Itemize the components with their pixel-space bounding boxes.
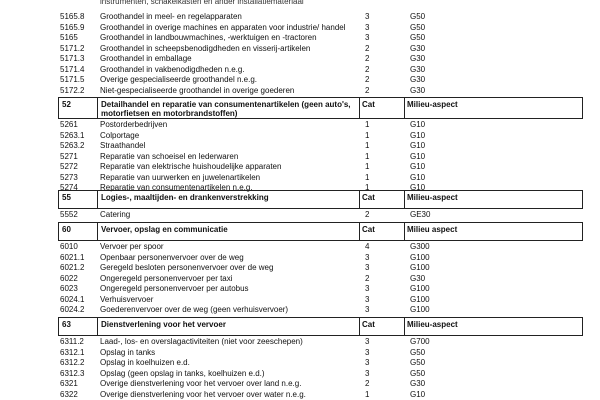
- category-column-header: Cat: [362, 225, 375, 234]
- row-milieu-aspect: G100: [410, 252, 430, 262]
- row-milieu-aspect: G10: [410, 389, 426, 399]
- header-divider: [359, 98, 360, 118]
- row-milieu-aspect: G100: [410, 263, 430, 272]
- category-column-header: Cat: [362, 100, 375, 109]
- row-milieu-aspect: G50: [410, 22, 426, 32]
- row-description: Laad-, los- en overslagactiviteiten (niet voor zeeschepen): [100, 337, 303, 346]
- row-category: 2: [365, 210, 370, 219]
- row-description: Groothandel in scheepsbenodigdheden en visserij-artikelen: [100, 43, 311, 53]
- row-milieu-aspect: G300: [410, 242, 430, 251]
- table-row: [60, 141, 580, 151]
- table-row: [60, 12, 580, 22]
- header-divider: [359, 191, 360, 208]
- row-code: 5263.2: [60, 141, 85, 150]
- table-row: [60, 120, 580, 130]
- row-code: 5171.3: [60, 54, 85, 63]
- header-divider: [97, 223, 98, 240]
- milieu-aspect-column-header: Milieu-aspect: [407, 320, 458, 329]
- section-code: 60: [62, 225, 71, 234]
- row-code: 5171.5: [60, 75, 85, 84]
- row-category: 3: [365, 22, 370, 32]
- row-description: Reparatie van consumentenartikelen n.e.g.: [100, 183, 253, 192]
- row-code: 5165.8: [60, 12, 85, 21]
- row-milieu-aspect: G30: [410, 43, 426, 53]
- row-description: Opslag in tanks: [100, 347, 156, 357]
- row-category: 2: [365, 54, 370, 63]
- row-category: 1: [365, 130, 370, 140]
- row-milieu-aspect: G30: [410, 54, 426, 63]
- header-divider: [404, 98, 405, 118]
- row-category: 2: [365, 379, 370, 388]
- row-code: 5171.2: [60, 43, 85, 53]
- row-code: 5271: [60, 151, 78, 161]
- header-divider: [97, 98, 98, 118]
- row-milieu-aspect: G50: [410, 358, 426, 367]
- row-category: 3: [365, 368, 370, 378]
- table-row: [60, 33, 580, 43]
- row-milieu-aspect: G50: [410, 368, 426, 378]
- row-code: 5165: [60, 33, 78, 42]
- row-description: Goederenvervoer over de weg (geen verhuisvervoer): [100, 305, 289, 314]
- table-row: [60, 152, 580, 162]
- row-category: 2: [365, 75, 370, 84]
- row-description: Colportage: [100, 130, 140, 140]
- section-header: [58, 190, 583, 209]
- row-category: 3: [365, 12, 370, 21]
- row-milieu-aspect: G10: [410, 141, 426, 150]
- row-description: Overige gespecialiseerde groothandel n.e.g.: [100, 75, 257, 84]
- row-category: 3: [365, 294, 370, 304]
- row-category: 4: [365, 242, 370, 251]
- section-title: Detailhandel en reparatie van consumentenartikelen (geen auto's, motorfietsen en motorbrandstoffen): [101, 100, 351, 118]
- row-category: 3: [365, 263, 370, 272]
- row-milieu-aspect: G10: [410, 120, 426, 129]
- row-description: Groothandel in landbouwmachines, -werktuigen en -tractoren: [100, 33, 317, 42]
- row-category: 1: [365, 141, 370, 150]
- row-code: 6321: [60, 379, 78, 388]
- row-code: 5171.4: [60, 64, 85, 74]
- table-row: [60, 348, 580, 358]
- row-code: 6010: [60, 242, 78, 251]
- row-milieu-aspect: G700: [410, 337, 430, 346]
- row-description: Groothandel in meel- en regelapparaten: [100, 12, 242, 21]
- table-row: [60, 369, 580, 379]
- table-row: [60, 131, 580, 141]
- row-category: 1: [365, 162, 370, 171]
- row-description: Reparatie van schoeisel en lederwaren: [100, 151, 239, 161]
- row-description: Geregeld besloten personenvervoer over de weg: [100, 263, 274, 272]
- row-category: 1: [365, 120, 370, 129]
- table-row: [60, 162, 580, 172]
- row-description: Overige dienstverlening voor het vervoer over water n.e.g.: [100, 389, 306, 399]
- table-row: [60, 65, 580, 75]
- row-category: 3: [365, 337, 370, 346]
- row-description: Overige dienstverlening voor het vervoer over land n.e.g.: [100, 379, 302, 388]
- row-code: 6022: [60, 273, 78, 283]
- row-description: Reparatie van elektrische huishoudelijke apparaten: [100, 162, 282, 171]
- row-code: 5165.9: [60, 22, 85, 32]
- row-category: 3: [365, 284, 370, 293]
- row-code: 6312.2: [60, 358, 85, 367]
- table-row: [60, 242, 580, 252]
- row-milieu-aspect: G50: [410, 12, 426, 21]
- row-category: 1: [365, 172, 370, 182]
- row-category: 3: [365, 252, 370, 262]
- header-divider: [404, 223, 405, 240]
- row-milieu-aspect: G50: [410, 347, 426, 357]
- table-row: [60, 263, 580, 273]
- row-code: 6021.2: [60, 263, 85, 272]
- milieu-aspect-column-header: Milieu aspect: [407, 225, 458, 234]
- row-category: 1: [365, 389, 370, 399]
- row-description: Opslag (geen opslag in tanks, koelhuizen e.d.): [100, 368, 265, 378]
- table-row: [60, 210, 580, 220]
- row-code: 6312.3: [60, 368, 85, 378]
- row-milieu-aspect: GE30: [410, 210, 431, 219]
- row-milieu-aspect: G30: [410, 75, 426, 84]
- row-category: 2: [365, 64, 370, 74]
- table-row: [60, 337, 580, 347]
- row-milieu-aspect: G30: [410, 85, 426, 95]
- row-category: 1: [365, 183, 370, 192]
- row-code: 5552: [60, 210, 78, 219]
- category-column-header: Cat: [362, 320, 375, 329]
- row-category: 2: [365, 85, 370, 95]
- row-description: Vervoer per spoor: [100, 242, 164, 251]
- section-header: [58, 222, 583, 241]
- table-row: [60, 379, 580, 389]
- milieu-aspect-column-header: Milieu-aspect: [407, 100, 458, 109]
- header-divider: [404, 318, 405, 335]
- row-category: 3: [365, 33, 370, 42]
- row-category: 1: [365, 151, 370, 161]
- header-divider: [97, 191, 98, 208]
- table-row: [60, 23, 580, 33]
- table-row: [60, 390, 580, 400]
- header-divider: [359, 223, 360, 240]
- row-description: Groothandel in vakbenodigdheden n.e.g.: [100, 64, 245, 74]
- header-divider: [404, 191, 405, 208]
- row-code: 6024.1: [60, 294, 85, 304]
- row-code: 6024.2: [60, 305, 85, 314]
- table-row: [60, 86, 580, 96]
- top-fragment-text: instrumenten, schakelkasten en ander installatiemateriaal: [100, 0, 304, 6]
- row-code: 6311.2: [60, 337, 84, 346]
- row-code: 5172.2: [60, 85, 85, 95]
- row-milieu-aspect: G10: [410, 162, 426, 171]
- row-milieu-aspect: G100: [410, 284, 430, 293]
- row-description: Catering: [100, 210, 131, 219]
- row-description: Reparatie van uurwerken en juwelenartikelen: [100, 172, 261, 182]
- row-category: 2: [365, 273, 370, 283]
- row-code: 6322: [60, 389, 78, 399]
- table-row: [60, 284, 580, 294]
- section-code: 55: [62, 193, 71, 202]
- row-category: 3: [365, 347, 370, 357]
- row-description: Verhuisvervoer: [100, 294, 154, 304]
- row-milieu-aspect: G100: [410, 305, 430, 314]
- section-title: Logies-, maaltijden- en drankenverstrekking: [101, 193, 269, 202]
- section-title: Vervoer, opslag en communicatie: [101, 225, 228, 234]
- row-milieu-aspect: G10: [410, 130, 426, 140]
- row-code: 5274: [60, 183, 78, 192]
- section-header: [58, 317, 583, 336]
- row-description: Postorderbedrijven: [100, 120, 168, 129]
- row-code: 5272: [60, 162, 78, 171]
- row-description: Groothandel in overige machines en apparaten voor industrie/ handel: [100, 22, 346, 32]
- row-description: Openbaar personenvervoer over de weg: [100, 252, 244, 262]
- row-category: 3: [365, 358, 370, 367]
- row-category: 2: [365, 43, 370, 53]
- row-milieu-aspect: G10: [410, 151, 426, 161]
- row-code: 6312.1: [60, 347, 85, 357]
- row-description: Ongeregeld personenvervoer per autobus: [100, 284, 249, 293]
- table-row: [60, 173, 580, 183]
- row-code: 6021.1: [60, 252, 85, 262]
- section-code: 52: [62, 100, 71, 109]
- row-milieu-aspect: G10: [410, 172, 426, 182]
- row-milieu-aspect: G30: [410, 379, 426, 388]
- row-code: 5263.1: [60, 130, 85, 140]
- header-divider: [359, 318, 360, 335]
- row-milieu-aspect: G30: [410, 273, 426, 283]
- row-milieu-aspect: G50: [410, 33, 426, 42]
- table-row: [60, 44, 580, 54]
- table-row: [60, 274, 580, 284]
- table-row: [60, 75, 580, 85]
- header-divider: [97, 318, 98, 335]
- row-milieu-aspect: G100: [410, 294, 430, 304]
- row-category: 3: [365, 305, 370, 314]
- row-description: Opslag in koelhuizen e.d.: [100, 358, 190, 367]
- table-row: [60, 295, 580, 305]
- milieu-aspect-column-header: Milieu-aspect: [407, 193, 458, 202]
- row-description: Straathandel: [100, 141, 146, 150]
- row-description: Niet-gespecialiseerde groothandel in overige goederen: [100, 85, 295, 95]
- row-code: 5273: [60, 172, 78, 182]
- table-row: [60, 358, 580, 368]
- table-row: [60, 253, 580, 263]
- table-row: [60, 305, 580, 315]
- row-code: 5261: [60, 120, 78, 129]
- row-description: Groothandel in emballage: [100, 54, 192, 63]
- section-header: [58, 97, 583, 119]
- category-column-header: Cat: [362, 193, 375, 202]
- section-title: Dienstverlening voor het vervoer: [101, 320, 226, 329]
- row-milieu-aspect: G30: [410, 64, 426, 74]
- row-milieu-aspect: G10: [410, 183, 426, 192]
- row-description: Ongeregeld personenvervoer per taxi: [100, 273, 233, 283]
- row-code: 6023: [60, 284, 78, 293]
- section-code: 63: [62, 320, 71, 329]
- table-row: [60, 54, 580, 64]
